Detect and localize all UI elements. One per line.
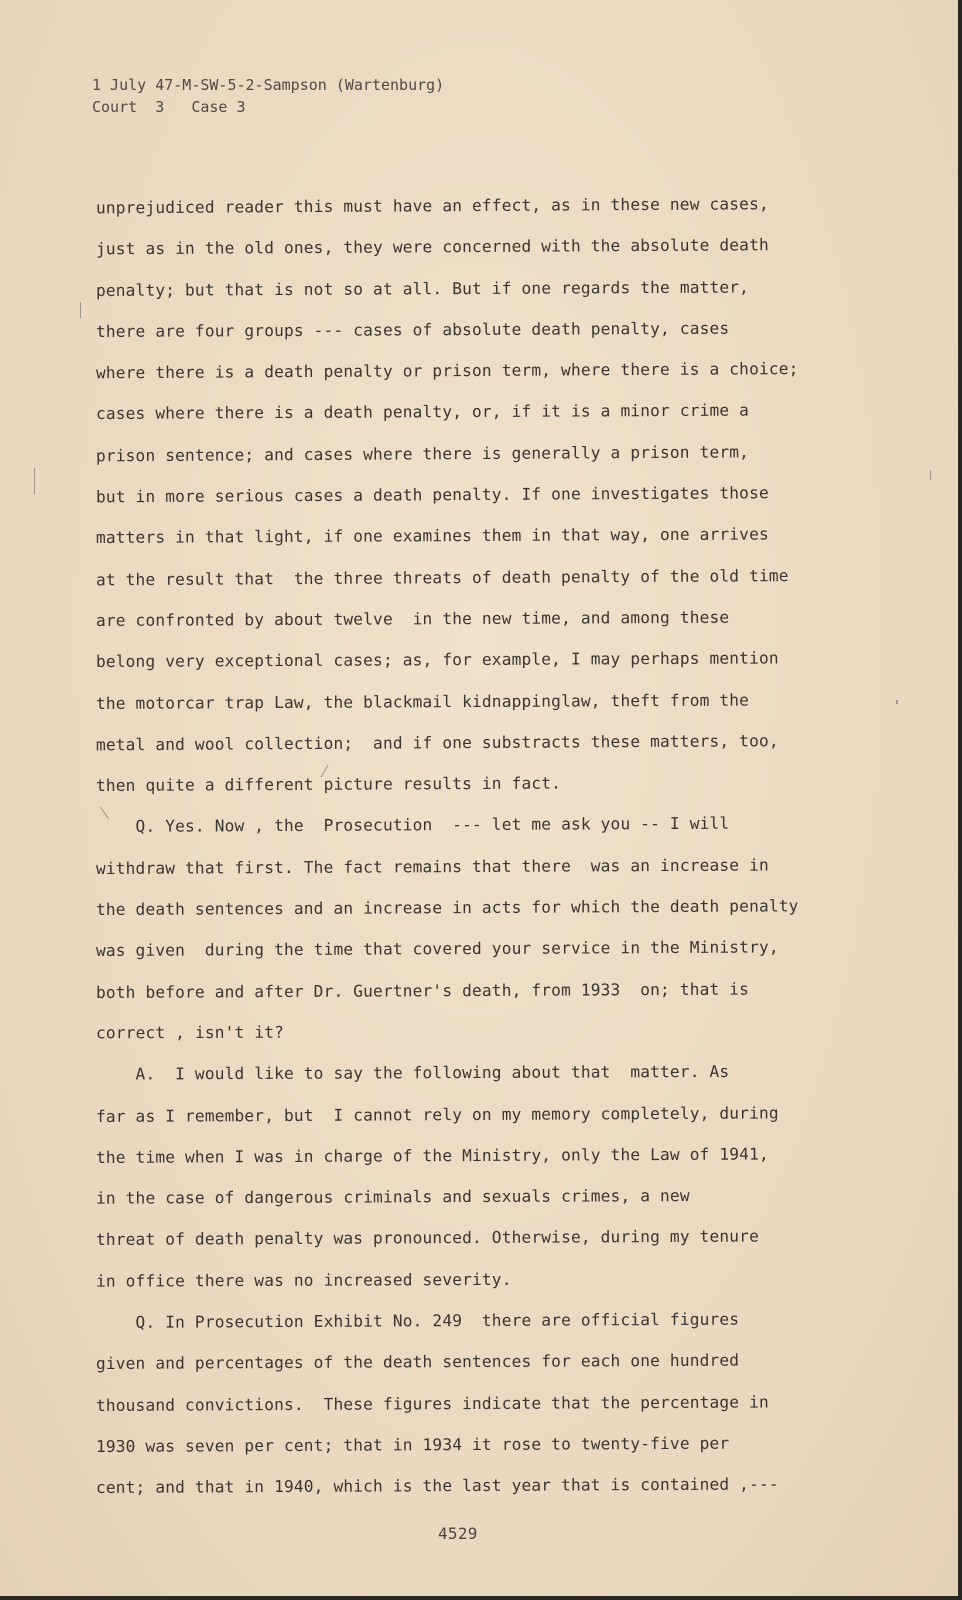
transcript-line: A. I would like to say the following about that matter. As	[95, 1062, 730, 1084]
transcript-line: thousand convictions. These figures indicate that the percentage in	[95, 1392, 769, 1415]
transcript-line: Q. In Prosecution Exhibit No. 249 there are official figures	[95, 1309, 740, 1333]
transcript-line: then quite a different picture results in fact.	[95, 773, 562, 796]
transcript-line: withdraw that first. The fact remains that there was an increase in	[95, 855, 769, 878]
transcript-body	[96, 196, 856, 1518]
transcript-line: threat of death penalty was pronounced. Otherwise, during my tenure	[95, 1226, 760, 1250]
transcript-line: far as I remember, but I cannot rely on my memory completely, during	[95, 1102, 779, 1126]
paper-mark	[930, 470, 931, 480]
header-court-case-line: Court 3 Case 3	[92, 98, 246, 116]
transcript-line: was given during the time that covered your service in the Ministry,	[95, 937, 779, 961]
transcript-line: the motorcar trap Law, the blackmail kidnappinglaw, theft from the	[95, 690, 750, 713]
paper-mark	[80, 302, 81, 318]
transcript-line: metal and wool collection; and if one substracts these matters, too,	[95, 731, 779, 755]
transcript-line: 1930 was seven per cent; that in 1934 it rose to twenty-five per	[95, 1433, 730, 1456]
document-header	[92, 74, 444, 118]
header-reference-line: 1 July 47-M-SW-5-2-Sampson (Wartenburg)	[92, 76, 445, 94]
transcript-line: penalty; but that is not so at all. But if one regards the matter,	[95, 277, 750, 300]
transcript-line: at the result that the three threats of death penalty of the old time	[95, 565, 789, 589]
transcript-line: there are four groups --- cases of absolute death penalty, cases	[95, 318, 730, 341]
transcript-line: just as in the old ones, they were concerned with the absolute death	[95, 235, 769, 259]
transcript-line: given and percentages of the death sentences for each one hundred	[95, 1350, 740, 1374]
transcript-line: in the case of dangerous criminals and sexuals crimes, a new	[95, 1186, 690, 1208]
paper-mark	[896, 700, 898, 704]
transcript-line: matters in that light, if one examines them in that way, one arrives	[95, 524, 769, 548]
transcript-line: unprejudiced reader this must have an effect, as in these new cases,	[95, 194, 769, 218]
transcript-line: cent; and that in 1940, which is the last year that is contained ,---	[95, 1474, 779, 1498]
transcript-line: belong very exceptional cases; as, for example, I may perhaps mention	[95, 648, 779, 672]
transcript-line: the death sentences and an increase in acts for which the death penalty	[95, 896, 799, 920]
transcript-line: in office there was no increased severity.	[95, 1269, 512, 1291]
transcript-line: prison sentence; and cases where there is generally a prison term,	[95, 442, 750, 466]
transcript-line: cases where there is a death penalty, or, if it is a minor crime a	[95, 401, 750, 424]
transcript-line: the time when I was in charge of the Ministry, only the Law of 1941,	[95, 1144, 769, 1167]
page-number: 4529	[438, 1524, 478, 1543]
transcript-line: Q. Yes. Now , the Prosecution --- let me ask you -- I will	[95, 814, 730, 837]
transcript-line: correct , isn't it?	[95, 1022, 285, 1043]
paper-mark	[34, 468, 35, 494]
transcript-line: are confronted by about twelve in the new time, and among these	[95, 607, 730, 630]
transcript-line: but in more serious cases a death penalty. If one investigates those	[95, 483, 769, 507]
transcript-line: where there is a death penalty or prison term, where there is a choice;	[95, 359, 799, 383]
transcript-line: both before and after Dr. Guertner's death, from 1933 on; that is	[95, 979, 750, 1002]
